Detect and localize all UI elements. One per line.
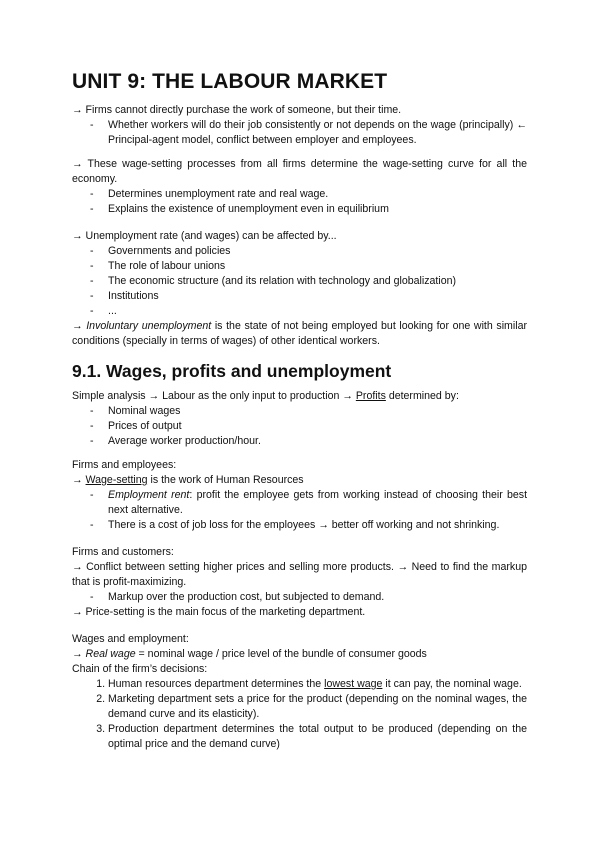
document-page [72, 70, 527, 752]
wage-setting-line [72, 473, 527, 488]
employees-list [72, 488, 527, 533]
list-item: - Markup over the production cost, but subjected to demand. [108, 590, 527, 605]
list-item: - Nominal wages [108, 404, 527, 419]
list-item: - Governments and policies [108, 244, 527, 259]
list-item: - Explains the existence of unemployment even in equilibrium [108, 202, 527, 217]
real-wage-rest: = nominal wage / price level of the bundle of consumer goods [135, 648, 427, 660]
simple-analysis-post: determined by: [385, 390, 459, 402]
step-text-post: it can pay, the nominal wage. [382, 678, 522, 690]
real-wage-line [72, 647, 527, 662]
employment-rent-term: Employment rent [108, 489, 190, 501]
intro-paragraph-1: → Firms cannot directly purchase the work of someone, but their time. [72, 104, 402, 116]
arrow-text: → [72, 474, 86, 486]
list-item: - Prices of output [108, 419, 527, 434]
lowest-wage-term: lowest wage [324, 678, 383, 690]
term-involuntary-unemployment: Involuntary unemployment [86, 320, 212, 332]
list-item: - Whether workers will do their job consistently or not depends on the wage (principally) ← Principal-agent model, conflict between employer and employees. [108, 118, 527, 148]
employment-rent-text: : profit the employee gets from working instead of choosing their best next alternative. [108, 489, 528, 516]
list-item: - Average worker production/hour. [108, 434, 527, 449]
firms-employees-label: Firms and employees: [72, 459, 177, 471]
arrow-text: → [72, 648, 86, 660]
list-item: - The economic structure (and its relation with technology and globalization) [108, 274, 527, 289]
list-item [108, 677, 527, 692]
wage-setting-term: Wage-setting [85, 474, 148, 486]
intro-paragraph-4 [72, 319, 527, 349]
price-setting-line: → Price-setting is the main focus of the marketing department. [72, 606, 366, 618]
intro-paragraph-3: → Unemployment rate (and wages) can be affected by... [72, 230, 337, 242]
simple-analysis [72, 389, 527, 404]
intro-list-1 [72, 118, 527, 148]
unit-title: UNIT 9: THE LABOUR MARKET [72, 70, 388, 93]
list-item: 3. Production department determines the total output to be produced (depending on the optimal price and the demand curve) [108, 722, 527, 752]
decision-chain-list [72, 677, 527, 752]
profits-list [72, 404, 527, 449]
real-wage-term: Real wage [85, 648, 136, 660]
list-item: - ... [108, 304, 527, 319]
list-item: - There is a cost of job loss for the employees → better off working and not shrinking. [108, 518, 527, 533]
step-text: Human resources department determines the [108, 678, 325, 690]
definition-text: is the state of not being employed but looking for one with similar conditions (specially in terms of wages) of other identical workers. [72, 320, 527, 347]
profits-term: Profits [355, 390, 386, 402]
list-item: 2. Marketing department sets a price for the product (depending on the nominal wages, the demand curve and its elasticity). [108, 692, 527, 722]
simple-analysis-pre: Simple analysis → Labour as the only input to production → [72, 390, 356, 402]
intro-paragraph-2: → These wage-setting processes from all firms determine the wage-setting curve for all the economy. [72, 158, 527, 185]
arrow-text: → [72, 320, 87, 332]
list-item: - Institutions [108, 289, 527, 304]
customers-list [72, 590, 527, 605]
chain-label: Chain of the firm’s decisions: [72, 663, 208, 675]
list-item [108, 488, 527, 518]
firms-customers-paragraph: → Conflict between setting higher prices and selling more products. → Need to find the markup that is profit-maximizing. [72, 561, 527, 588]
intro-list-2 [72, 187, 527, 217]
list-item: - Determines unemployment rate and real wage. [108, 187, 527, 202]
list-item: - The role of labour unions [108, 259, 527, 274]
firms-customers-label: Firms and customers: [72, 546, 174, 558]
intro-list-3 [72, 244, 527, 319]
wages-employment-label: Wages and employment: [72, 633, 189, 645]
wage-setting-rest: is the work of Human Resources [147, 474, 304, 486]
section-heading: 9.1. Wages, profits and unemployment [72, 361, 392, 381]
